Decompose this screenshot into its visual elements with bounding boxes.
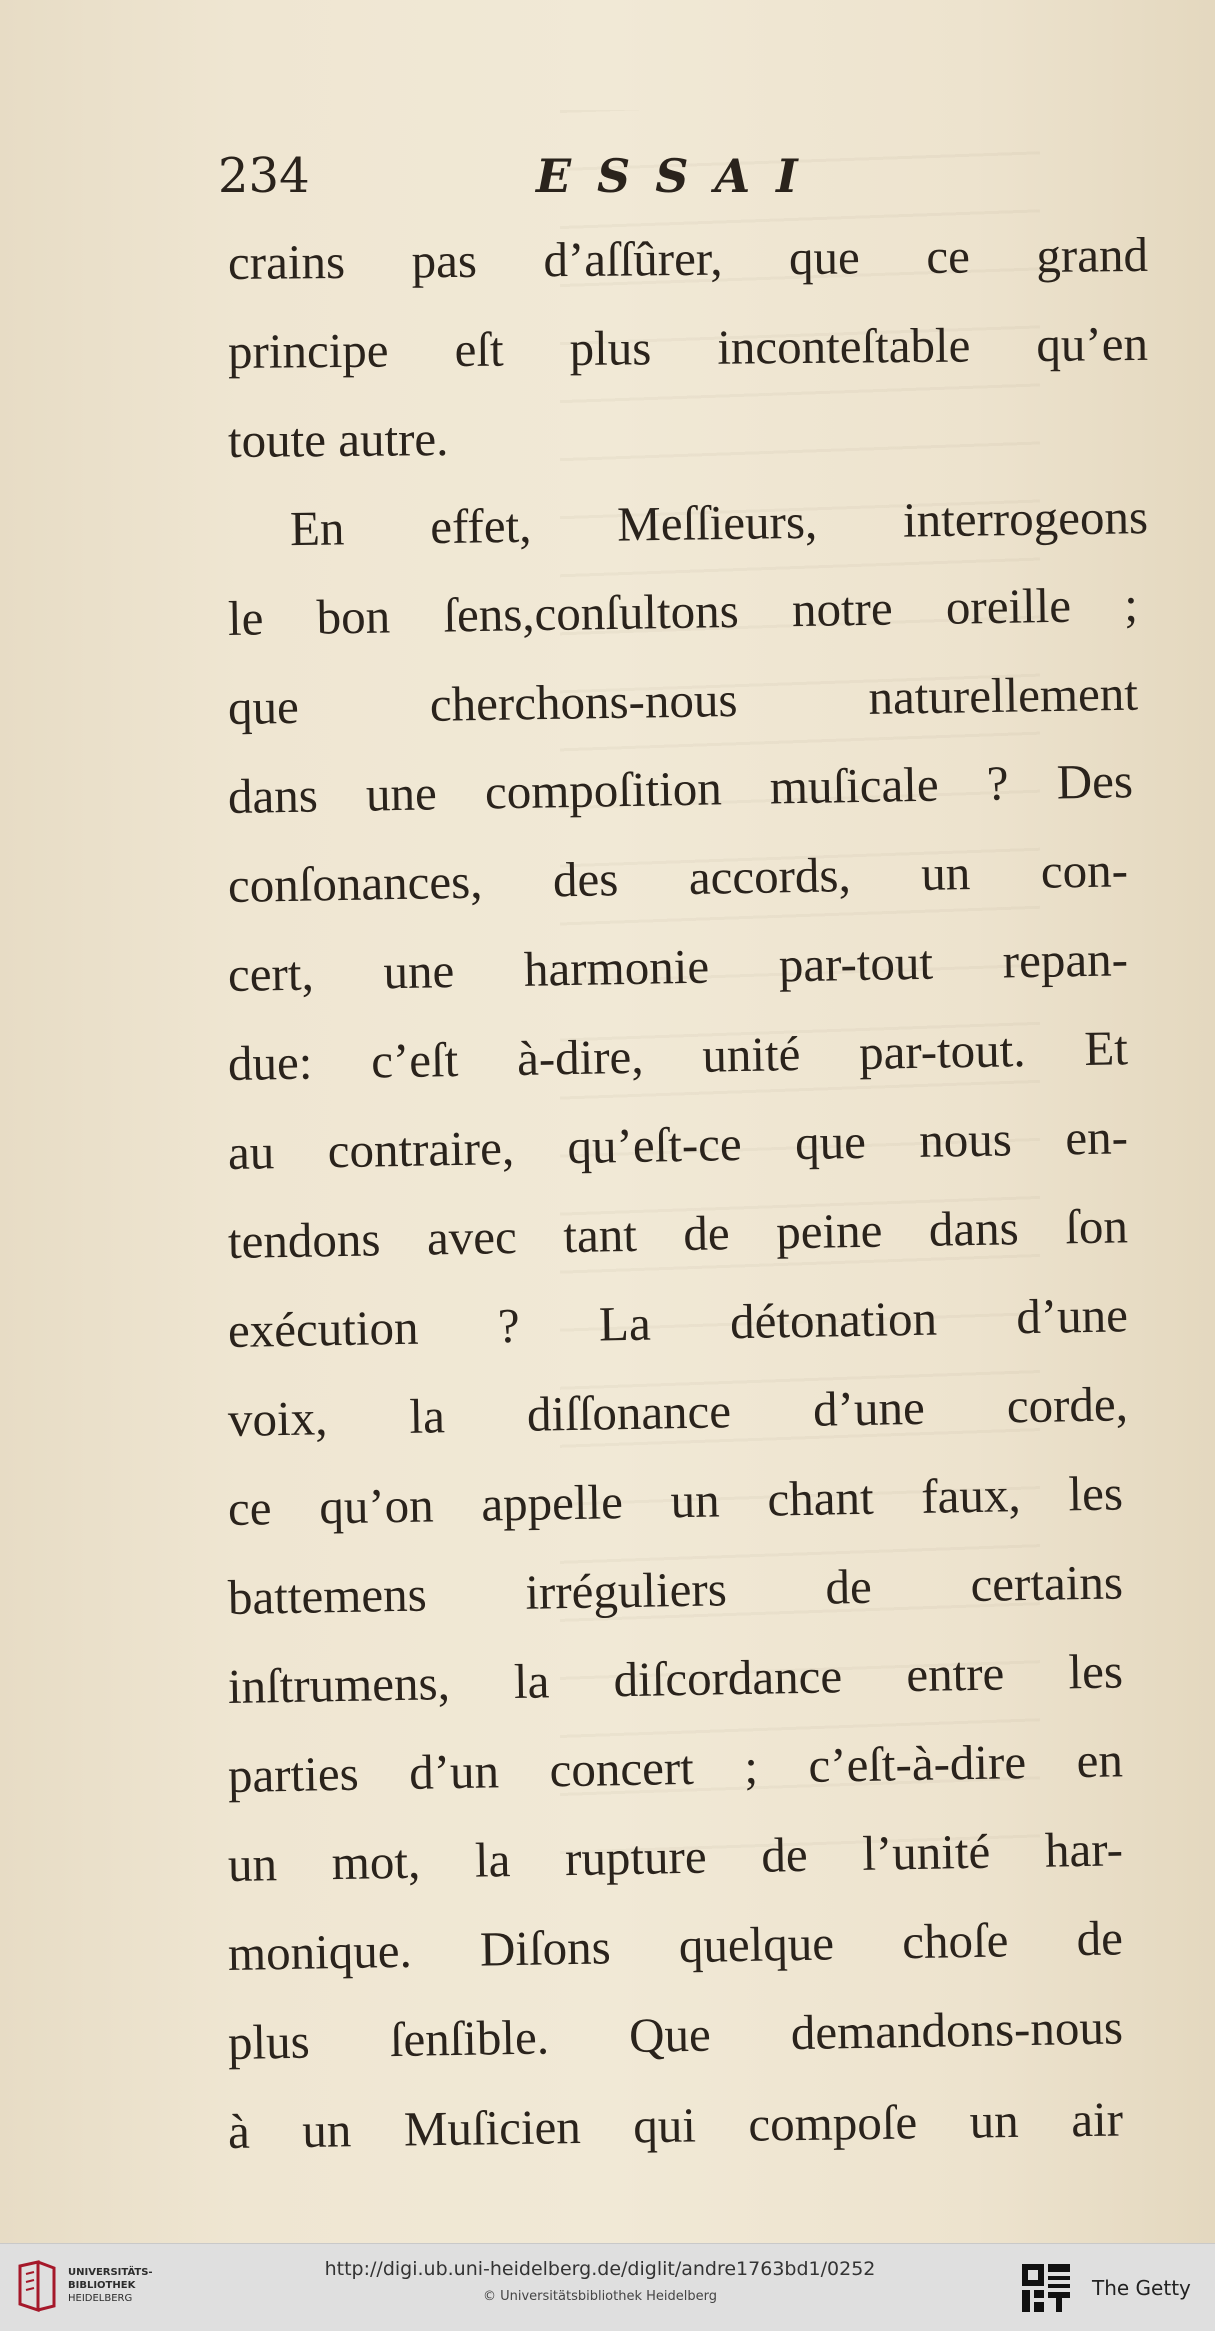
library-emblem-icon [14, 2260, 60, 2314]
text-line-4: En effet, Meſſieurs, interrogeons [289, 489, 1149, 557]
text-line-7: dans une compoſition muſicale ? Des [227, 753, 1134, 824]
text-line-18: parties d’un concert ; c’eſt-à-dire en [227, 1732, 1124, 1803]
text-line-6: que cherchons-nous naturellement [227, 665, 1139, 735]
text-line-2: principe eſt plus inconteſtable qu’en [227, 315, 1149, 379]
text-line-21: plus ſenſible. Que demandons-nous [227, 1999, 1124, 2070]
page-number: 234 [218, 148, 310, 204]
page-header [218, 146, 858, 206]
text-line-14: voix, la diſſonance d’une corde, [227, 1376, 1129, 1447]
copyright-notice: © Universitätsbibliothek Heidelberg [482, 2289, 717, 2304]
library-name [68, 2266, 178, 2305]
getty-logo[interactable] [1020, 2262, 1210, 2314]
running-title: ESSAI [536, 149, 824, 203]
getty-label: The Getty [1092, 2276, 1191, 2300]
text-line-19: un mot, la rupture de l’unité har- [227, 1821, 1124, 1892]
text-line-12: tendons avec tant de peine dans ſon [227, 1198, 1129, 1269]
permalink-url[interactable]: http://digi.ub.uni-heidelberg.de/diglit/andre1763bd1/0252 [324, 2258, 876, 2280]
text-line-16: battemens irréguliers de certains [227, 1554, 1124, 1625]
viewer-footer [0, 2243, 1215, 2331]
text-line-9: cert, une harmonie par-tout repan- [227, 931, 1129, 1002]
text-line-11: au contraire, qu’eſt-ce que nous en- [227, 1109, 1129, 1180]
library-name-line-1: UNIVERSITÄTS- [68, 2267, 153, 2278]
text-line-1: crains pas d’aſſûrer, que ce grand [227, 226, 1149, 290]
text-line-22: à un Muſicien qui compoſe un air [227, 2091, 1124, 2159]
body-text [228, 218, 1148, 2176]
text-line-20: monique. Diſons quelque choſe de [227, 1910, 1124, 1981]
text-line-5: le bon ſens,conſultons notre oreille ; [227, 576, 1139, 646]
text-line-3: toute autre. [227, 411, 449, 468]
text-line-17: inſtrumens, la diſcordance entre les [227, 1643, 1124, 1714]
library-name-line-2: BIBLIOTHEK [68, 2280, 136, 2291]
university-library-logo[interactable] [14, 2258, 174, 2318]
text-line-10: due: c’eſt à-dire, unité par-tout. Et [227, 1020, 1129, 1091]
footer-info [260, 2254, 940, 2310]
text-line-15: ce qu’on appelle un chant faux, les [227, 1465, 1124, 1536]
text-line-8: conſonances, des accords, un con- [227, 842, 1129, 913]
library-name-line-3: HEIDELBERG [68, 2293, 133, 2304]
text-line-13: exécution ? La détonation d’une [227, 1287, 1129, 1358]
getty-emblem-icon [1020, 2262, 1072, 2314]
